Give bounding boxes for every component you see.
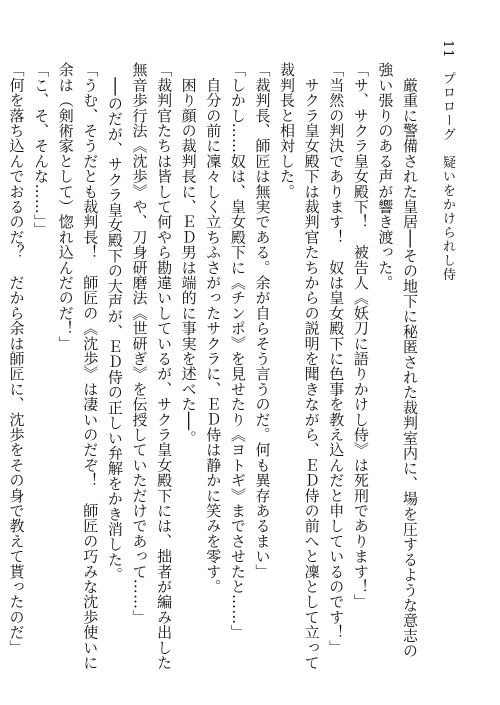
page-number: 11 [440,40,455,59]
text-line: 厳重に警備された皇居──その地下に秘匿された裁判室内に、場を圧するような意志の [401,62,419,659]
text-line: 「何を落ち込んでおるのだ？ だから余は師匠に、沈歩をその身で教えて貰ったのだ」 [7,62,26,655]
text-line: ──のだが、サクラ皇女殿下の大声が、ＥＤ侍の正しい弁解をかき消した。 [105,62,124,583]
page-header [441,40,454,282]
text-line: 「うむ、そうだとも裁判長！ 師匠の《沈歩》は凄いのだぞ！ 師匠の巧みな沈歩使いに [81,62,100,670]
text-line: 「裁判官たちは皆して何やら勘違いしているが、サクラ皇女殿下には、拙者が編み出した [155,62,174,670]
text-line: サクラ皇女殿下は裁判官たちからの説明を聞きながら、ＥＤ侍の前へと凜として立って [302,62,321,670]
text-line: 裁判長と相対した。 [278,62,297,199]
text-line: 「しかし……奴は、皇女殿下に《チンポ》を見せたり《ヨトギ》までさせたと……」 [228,62,247,640]
chapter-title: プロローグ 疑いをかけられし侍 [440,71,455,282]
text-line: 「裁判長、師匠は無実である。余が自らそう言うのだ。何も異存あるまい」 [253,62,272,579]
text-line: 無音歩行法《沈歩》や、刀身研磨法《世研ぎ》を伝授していただけであって……」 [130,62,149,625]
text-line: 自分の前に凜々しく立ちふさがったサクラに、ＥＤ侍は静かに笑みを零す。 [204,62,223,594]
text-line: 「こ、そ、そんな……」」 [32,62,51,237]
body-text [7,62,422,670]
text-line: 強い張りのある声が響き渡った。 [376,62,395,290]
text-line: 「サ、サクラ皇女殿下！ 被告人《妖刀に語りかけし侍》は死刑であります！」 [351,62,370,610]
text-line: 「当然の判決であります！ 奴は皇女殿下に色事を教え込んだと申しているのです！」 [327,62,346,655]
text-line: 困り顔の裁判長に、ＥＤ男は端的に事実を述べた──。 [179,62,198,446]
text-line: 余は（剣術家として）惚れ込んだのだ！」 [56,62,75,351]
